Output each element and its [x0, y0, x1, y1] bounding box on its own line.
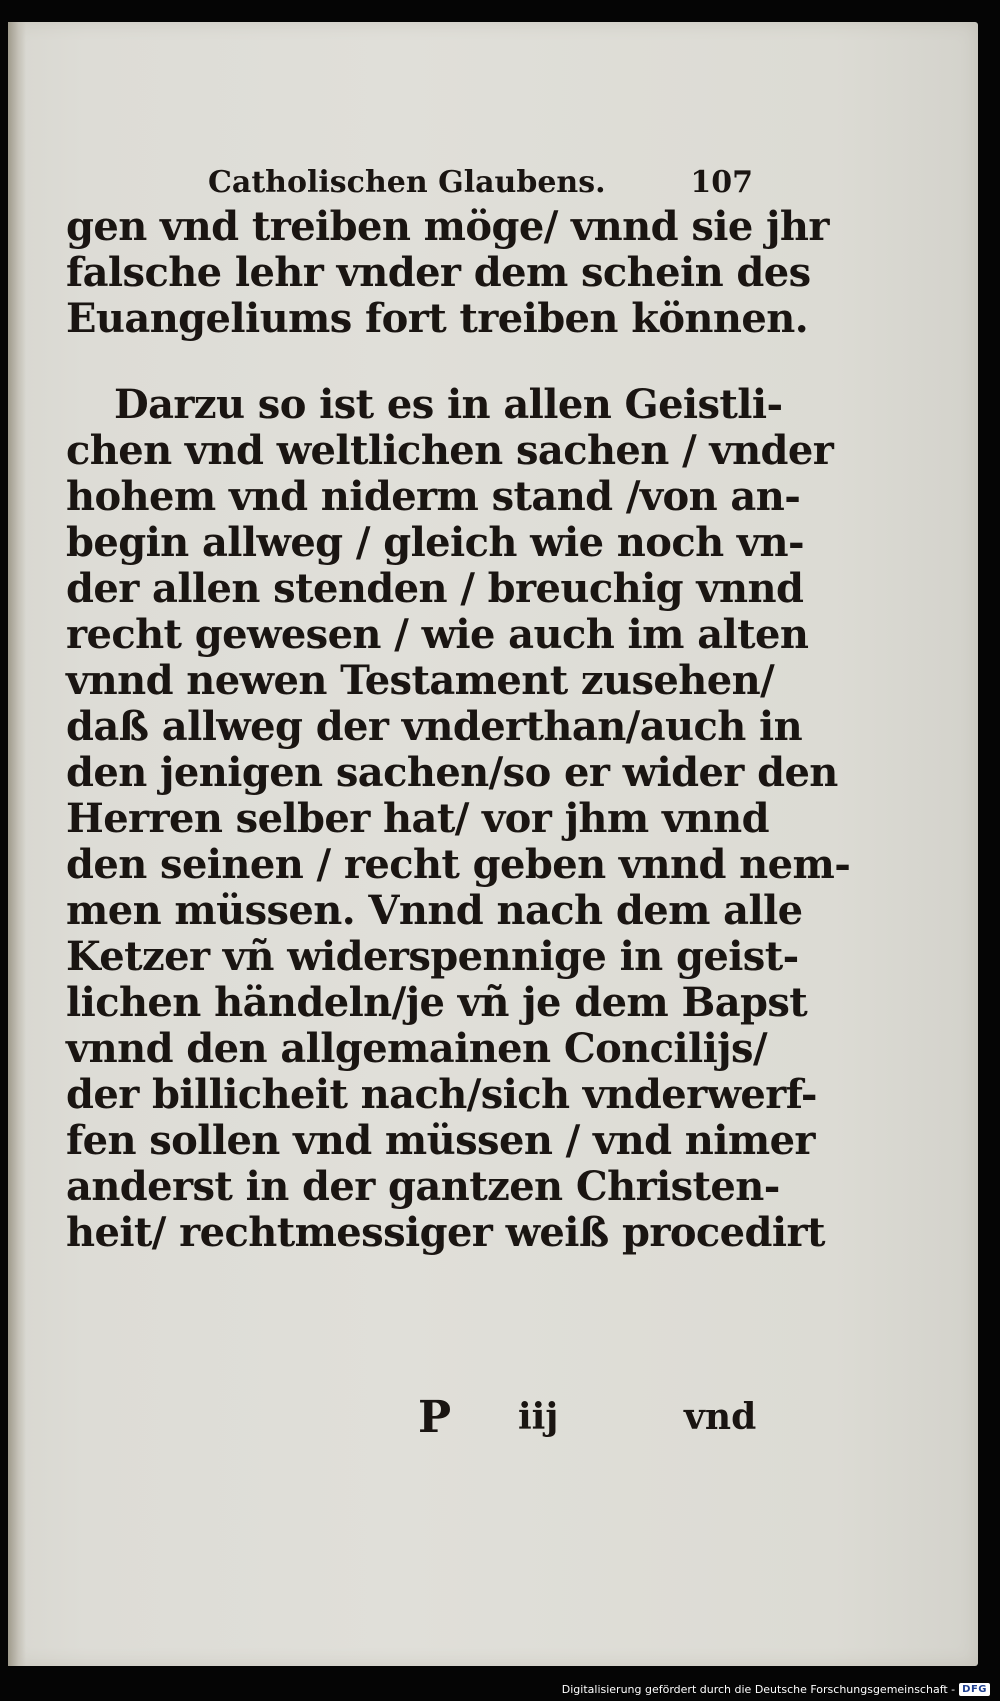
text-line: begin allweg / gleich wie noch vn- [66, 519, 805, 566]
credit-text: Digitalisierung gefördert durch die Deutsche Forschungsgemeinschaft - [561, 1682, 956, 1696]
text-line: lichen händeln/je vñ je dem Bapst [66, 979, 808, 1026]
text-line: men müssen. Vnnd nach dem alle [66, 887, 803, 934]
text-line: Herren selber hat/ vor jhm vnnd [66, 795, 769, 842]
text-line: recht gewesen / wie auch im alten [66, 611, 809, 658]
text-line: hohem vnd niderm stand /von an- [66, 473, 801, 520]
text-line: der allen stenden / breuchig vnnd [66, 565, 804, 612]
text-line: heit/ rechtmessiger weiß procedirt [66, 1209, 825, 1256]
text-line: falsche lehr vnder dem schein des [66, 249, 811, 296]
text-line: daß allweg der vnderthan/auch in [66, 703, 803, 750]
text-line: Darzu so ist es in allen Geistli- [114, 381, 783, 428]
signature-number: iij [518, 1396, 559, 1438]
page-number: 107 [690, 165, 753, 200]
text-line: chen vnd weltlichen sachen / vnder [66, 427, 834, 474]
dfg-logo: DFG [959, 1683, 990, 1696]
scanned-page [8, 22, 978, 1666]
text-line: anderst in der gantzen Christen- [66, 1163, 780, 1210]
digitization-credit [562, 1680, 990, 1698]
text-line: vnnd newen Testament zusehen/ [66, 657, 775, 704]
page-binding-edge [8, 22, 26, 1666]
header-title: Catholischen Glaubens. [208, 165, 606, 200]
text-line: Euangeliums fort treiben können. [66, 295, 809, 342]
text-line: der billicheit nach/sich vnderwerf- [66, 1071, 817, 1118]
signature-mark: P [418, 1392, 452, 1443]
text-line: gen vnd treiben möge/ vnnd sie jhr [66, 203, 829, 250]
text-line: vnnd den allgemainen Concilijs/ [66, 1025, 767, 1072]
text-line: Ketzer vñ widerspennige in geist- [66, 933, 799, 980]
text-line: fen sollen vnd müssen / vnd nimer [66, 1117, 815, 1164]
catchword: vnd [684, 1396, 757, 1438]
text-line: den jenigen sachen/so er wider den [66, 749, 838, 796]
text-line: den seinen / recht geben vnnd nem- [66, 841, 851, 888]
